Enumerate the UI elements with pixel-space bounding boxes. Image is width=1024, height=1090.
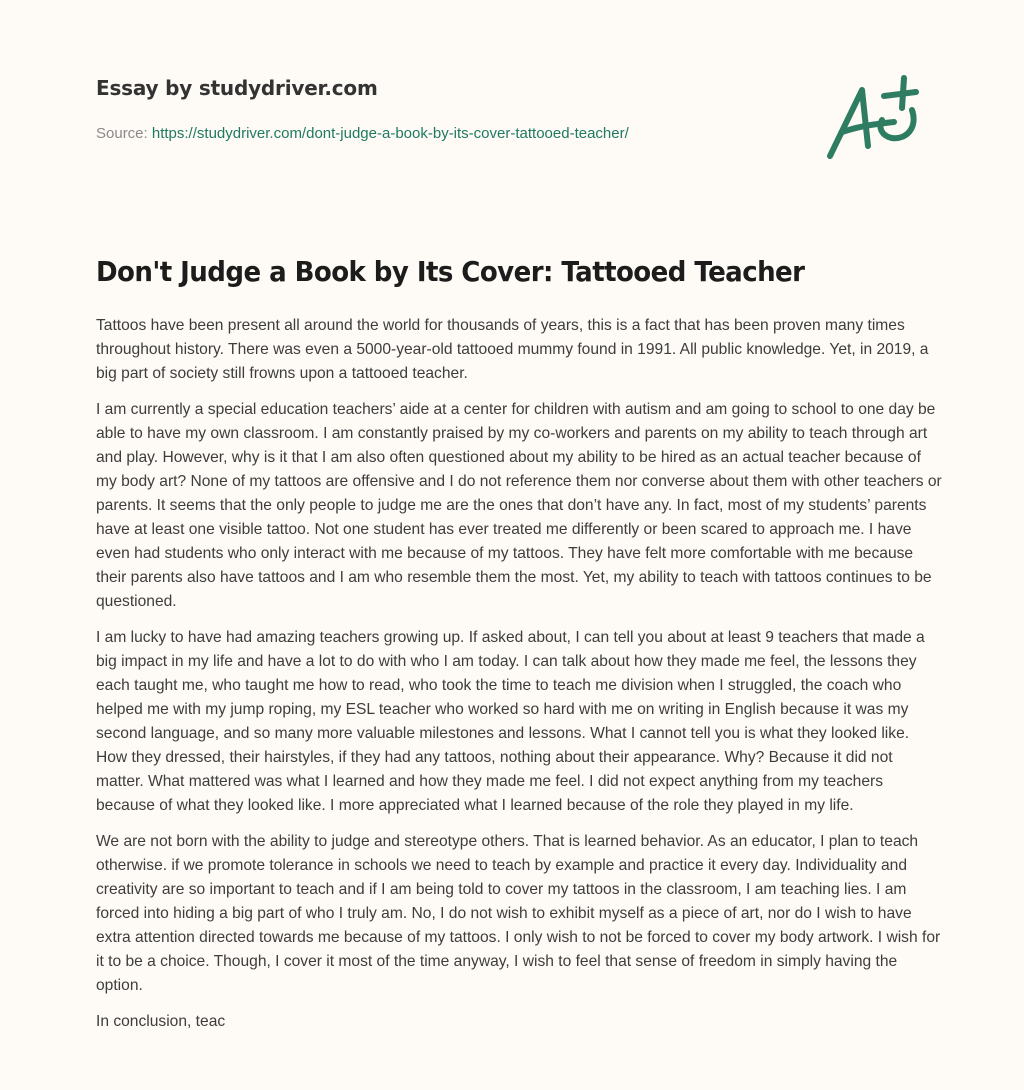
page-header [96,76,928,142]
a-plus-grade-icon [820,64,930,164]
source-line [96,125,629,142]
essay-body [96,314,944,1046]
essay-paragraph: I am lucky to have had amazing teachers growing up. If asked about, I can tell you about at least 9 teachers that made a big impact in my life and have a lot to do with who I am today. I can talk about how they made me feel, the lessons they each taught me, who taught me how to read, who took the time to teach me division when I struggled, the coach who helped me with my jump roping, my ESL teacher who worked so hard with me on writing in English because it was my second language, and so many more valuable milestones and lessons. What I cannot tell you is what they looked like. How they dressed, their hairstyles, if they had any tattoos, nothing about their appearance. Why? Because it did not matter. What mattered was what I learned and how they made me feel. I did not expect anything from my teachers because of what they looked like. I more appreciated what I learned because of the role they played in my life. [96,629,925,814]
site-title: Essay by studydriver.com [96,76,378,100]
essay-paragraph: We are not born with the ability to judge and stereotype others. That is learned behavior. As an educator, I plan to teach otherwise. if we promote tolerance in schools we need to teach by example and practice it every day. Individuality and creativity are so important to teach and if I am being told to cover my tattoos in the classroom, I am teaching lies. I am forced into hiding a big part of who I truly am. No, I do not wish to exhibit myself as a piece of art, nor do I wish to have extra attention directed towards me because of my tattoos. I only wish to not be forced to cover my body artwork. I wish for it to be a choice. Though, I cover it most of the time anyway, I wish to feel that sense of freedom in simply having the option. [96,833,941,994]
source-link[interactable]: https://studydriver.com/dont-judge-a-book-by-its-cover-tattooed-teacher/ [151,125,629,142]
essay-paragraph-truncated: In conclusion, teac [96,1013,226,1030]
essay-title: Don't Judge a Book by Its Cover: Tattooed Teacher [96,255,805,288]
essay-paragraph: Tattoos have been present all around the world for thousands of years, this is a fact that has been proven many times throughout history. There was even a 5000-year-old tattooed mummy found in 1991. All public knowledge. Yet, in 2019, a big part of society still frowns upon a tattooed teacher. [96,317,929,382]
source-label: Source: [96,125,152,142]
essay-paragraph: I am currently a special education teachers’ aide at a center for children with autism and am going to school to one day be able to have my own classroom. I am constantly praised by my co-workers and parents on my ability to teach through art and play. However, why is it that I am also often questioned about my ability to be hired as an actual teacher because of my body art? None of my tattoos are offensive and I do not reference them nor converse about them with other teachers or parents. It seems that the only people to judge me are the ones that don’t have any. In fact, most of my students’ parents have at least one visible tattoo. Not one student has ever treated me differently or been scared to approach me. I have even had students who only interact with me because of my tattoos. They have felt more comfortable with me because their parents also have tattoos and I am who resemble them the most. Yet, my ability to teach with tattoos continues to be questioned. [96,401,942,610]
